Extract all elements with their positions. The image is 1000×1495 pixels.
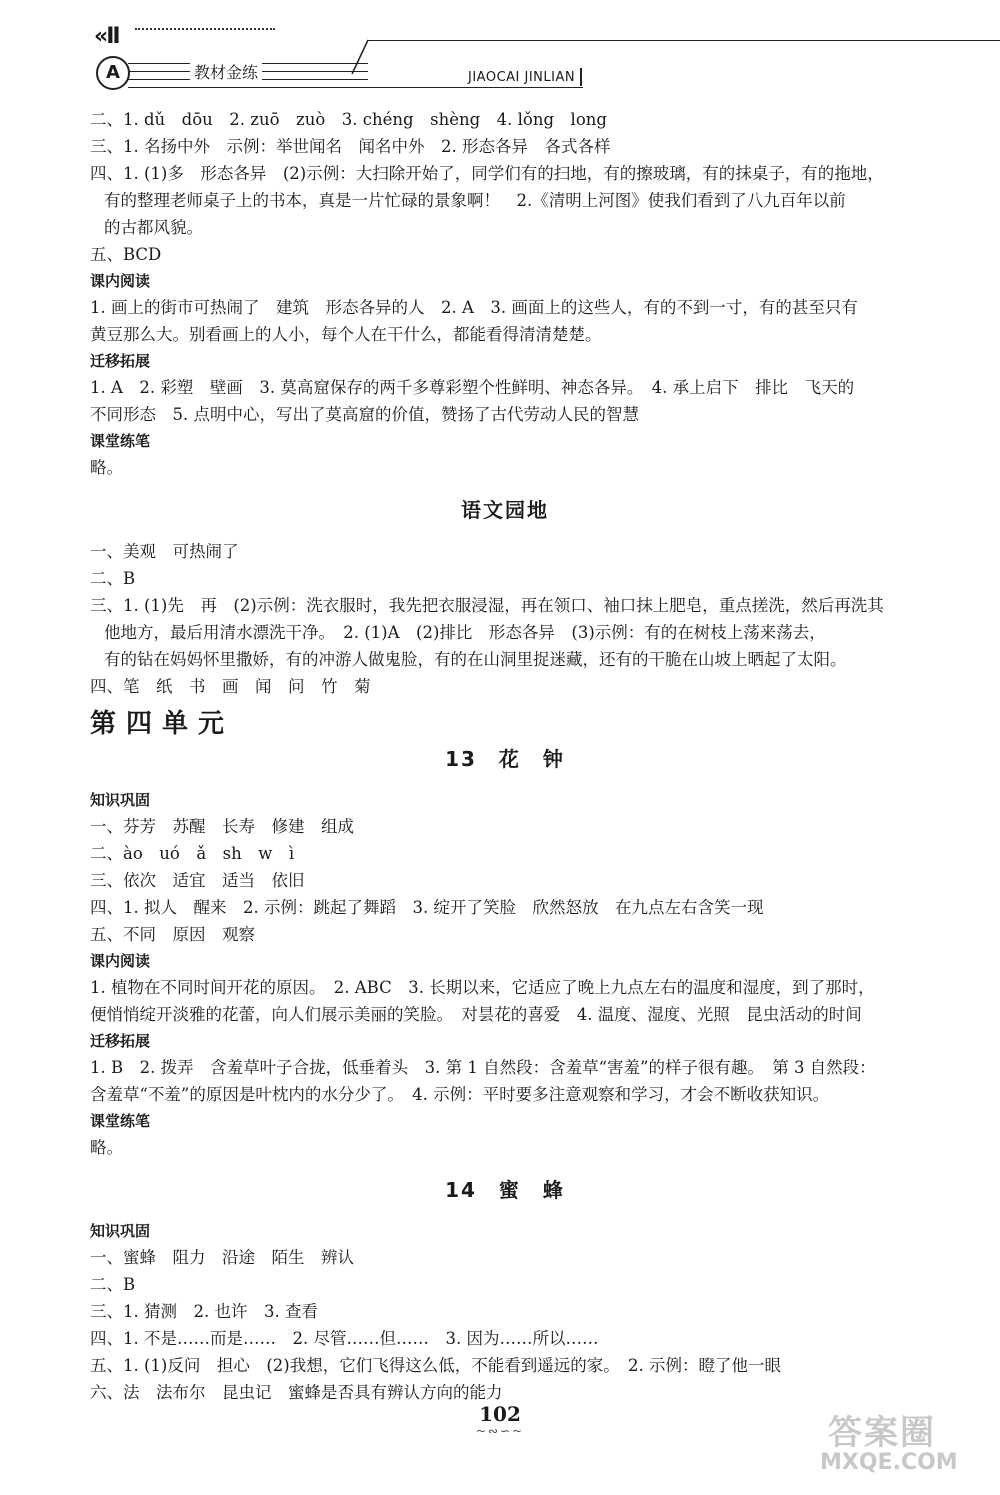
answer-line: 略。 (90, 458, 123, 477)
logo-icon: A (96, 56, 130, 90)
answer-line: 四、笔 纸 书 画 闻 问 竹 菊 (90, 677, 371, 696)
header-rule (368, 40, 1000, 41)
answer-line: 1. B 2. 拨弄 含羞草叶子合拢，低垂着头 3. 第 1 自然段：含羞草“害羞”的样子很有趣。 第 3 自然段： (90, 1058, 876, 1077)
footer-ornament: ~∾∽~ (475, 1424, 525, 1438)
subheading: 迁移拓展 (90, 352, 151, 370)
header-bar (580, 68, 582, 86)
answer-line: 三、1. (1)先 再 (2)示例：洗衣服时，我先把衣服浸湿，再在领口、袖口抹上肥皂，重点搓洗，然后再洗其 (90, 596, 884, 615)
unit-title: 第四单元 (90, 709, 235, 739)
answer-line: 一、蜜蜂 阻力 沿途 陌生 辨认 (90, 1248, 354, 1267)
answer-line: 四、1. 拟人 醒来 2. 示例：跳起了舞蹈 3. 绽开了笑脸 欣然怒放 在九点左右含笑一现 (90, 898, 764, 917)
watermark-url: MXQE.COM (820, 1450, 958, 1475)
answer-line: 二、B (90, 569, 136, 588)
answer-line: 不同形态 5. 点明中心，写出了莫高窟的价值，赞扬了古代劳动人民的智慧 (90, 405, 639, 424)
page-content (90, 106, 920, 1406)
answer-line: 有的钻在妈妈怀里撒娇，有的冲游人做鬼脸，有的在山洞里捉迷藏，还有的干脆在山坡上晒起了太阳。 (104, 650, 847, 669)
subheading: 迁移拓展 (90, 1032, 151, 1050)
answer-line: 二、ào uó ǎ sh w ì (90, 844, 295, 863)
answer-line: 的古都风貌。 (104, 218, 203, 237)
subheading: 课堂练笔 (90, 1112, 151, 1130)
answer-line: 五、BCD (90, 245, 162, 264)
answer-line: 略。 (90, 1138, 123, 1157)
subheading: 课堂练笔 (90, 432, 151, 450)
section-title: 14 蜜 蜂 (445, 1178, 565, 1202)
answer-line: 三、1. 猜测 2. 也许 3. 查看 (90, 1302, 318, 1321)
answer-line: 三、依次 适宜 适当 依旧 (90, 871, 305, 890)
subheading: 知识巩固 (90, 791, 151, 809)
page-number: 102 (479, 1402, 521, 1426)
answer-line: 一、美观 可热闹了 (90, 542, 239, 561)
answer-block (90, 106, 920, 268)
answer-line: 1. 植物在不同时间开花的原因。 2. ABC 3. 长期以来，它适应了晚上九点左右的温度和湿度，到了那时， (90, 978, 875, 997)
answer-line: 便悄悄绽开淡雅的花蕾，向人们展示美丽的笑脸。 对昙花的喜爱 4. 温度、湿度、光照 昆虫活动的时间 (90, 1005, 862, 1024)
answer-line: 五、1. (1)反问 担心 (2)我想，它们飞得这么低，不能看到遥远的家。 2. 示例：瞪了他一眼 (90, 1356, 781, 1375)
chevron-double-left-icon: «II (94, 24, 119, 49)
header-curve (330, 38, 372, 88)
header-dotted-rule (135, 28, 275, 30)
watermark-logo: 答案圈 (828, 1413, 936, 1453)
answer-line: 三、1. 名扬中外 示例：举世闻名 闻名中外 2. 形态各异 各式各样 (90, 137, 611, 156)
answer-line: 二、B (90, 1275, 136, 1294)
answer-line: 一、芬芳 苏醒 长寿 修建 组成 (90, 817, 354, 836)
section-title: 13 花 钟 (445, 747, 565, 771)
answer-line: 1. A 2. 彩塑 壁画 3. 莫高窟保存的两千多尊彩塑个性鲜明、神态各异。 4. 承上启下 排比 飞天的 (90, 378, 855, 397)
header-title: 教材金练 (190, 60, 262, 83)
answer-line: 有的整理老师桌子上的书本，真是一片忙碌的景象啊！ 2.《清明上河图》使我们看到了八九百年以前 (104, 191, 846, 210)
answer-line: 四、1. (1)多 形态各异 (2)示例：大扫除开始了，同学们有的扫地，有的擦玻璃，有的抹桌子，有的拖地， (90, 164, 884, 183)
answer-line: 五、不同 原因 观察 (90, 925, 255, 944)
answer-line: 二、1. dǔ dōu 2. zuō zuò 3. chéng shèng 4. lǒng long (90, 110, 607, 129)
subheading: 课内阅读 (90, 952, 151, 970)
section-title: 语文园地 (461, 498, 549, 522)
page-header (0, 0, 1000, 100)
header-english-title: JIAOCAI JINLIAN (468, 70, 576, 85)
answer-line: 黄豆那么大。别看画上的人小，每个人在干什么，都能看得清清楚楚。 (90, 325, 602, 344)
answer-line: 他地方，最后用清水漂洗干净。 2. (1)A (2)排比 形态各异 (3)示例：有的在树枝上荡来荡去， (104, 623, 826, 642)
subheading: 知识巩固 (90, 1222, 151, 1240)
answer-line: 六、法 法布尔 昆虫记 蜜蜂是否具有辨认方向的能力 (90, 1383, 503, 1402)
answer-line: 1. 画上的街市可热闹了 建筑 形态各异的人 2. A 3. 画面上的这些人，有的不到一寸，有的甚至只有 (90, 298, 858, 317)
answer-line: 四、1. 不是……而是…… 2. 尽管……但…… 3. 因为……所以…… (90, 1329, 599, 1348)
subheading: 课内阅读 (90, 272, 151, 290)
answer-line: 含羞草“不羞”的原因是叶枕内的水分少了。 4. 示例：平时要多注意观察和学习，才会不断收获知识。 (90, 1085, 830, 1104)
